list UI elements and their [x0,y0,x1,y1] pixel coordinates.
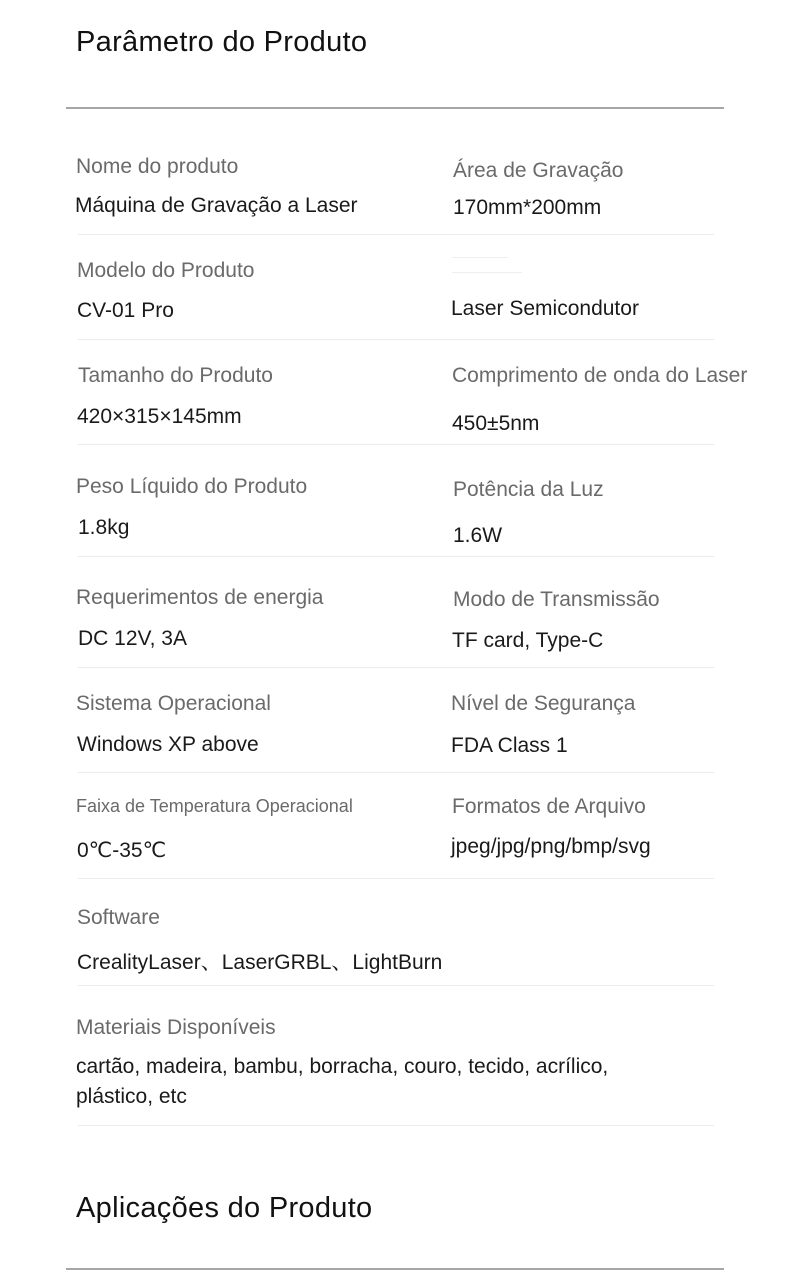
spec-label-materials: Materiais Disponíveis [76,1016,276,1039]
section-divider [66,107,724,109]
spec-label-software: Software [77,906,160,929]
spec-label-operating-system: Sistema Operacional [76,692,271,715]
spec-label-power-requirements: Requerimentos de energia [76,586,324,609]
spec-value-model: CV-01 Pro [77,299,174,322]
empty-label-placeholder [452,272,522,273]
spec-label-safety-level: Nível de Segurança [451,692,636,715]
spec-value-net-weight: 1.8kg [78,516,130,539]
spec-value-operating-temperature: 0℃-35℃ [77,839,167,862]
row-divider [78,667,714,668]
row-divider [78,985,714,986]
spec-label-operating-temperature: Faixa de Temperatura Operacional [76,796,353,816]
row-divider [78,339,714,340]
spec-label-engraving-area: Área de Gravação [453,159,624,182]
spec-value-power-requirements: DC 12V, 3A [78,627,187,650]
row-divider [78,444,714,445]
spec-value-laser-type: Laser Semicondutor [451,297,639,320]
spec-value-size: 420×315×145mm [77,405,242,428]
section-title-parameters: Parâmetro do Produto [76,26,368,58]
spec-label-wavelength: Comprimento de onda do Laser [452,364,748,387]
spec-label-product-name: Nome do produto [76,155,239,178]
spec-value-engraving-area: 170mm*200mm [453,196,602,219]
row-divider [78,772,714,773]
spec-value-safety-level: FDA Class 1 [451,734,568,757]
row-divider [78,878,714,879]
row-divider [78,1125,714,1126]
spec-label-size: Tamanho do Produto [78,364,273,387]
row-divider [78,556,714,557]
spec-label-model: Modelo do Produto [77,259,255,282]
empty-label-placeholder [452,257,508,258]
spec-label-transmission-mode: Modo de Transmissão [453,588,660,611]
spec-value-operating-system: Windows XP above [77,733,259,756]
spec-value-materials: cartão, madeira, bambu, borracha, couro, tecido, acrílico, plástico, etc [76,1055,609,1108]
spec-label-net-weight: Peso Líquido do Produto [76,475,308,498]
section-divider [66,1268,724,1270]
section-title-applications: Aplicações do Produto [76,1192,373,1224]
spec-value-light-power: 1.6W [453,524,503,547]
spec-value-wavelength: 450±5nm [452,412,540,435]
spec-value-product-name: Máquina de Gravação a Laser [75,194,358,217]
spec-value-software: CrealityLaser、LaserGRBL、LightBurn [77,951,443,974]
spec-label-light-power: Potência da Luz [453,478,604,501]
spec-value-transmission-mode: TF card, Type-C [452,629,604,652]
row-divider [78,234,714,235]
spec-value-file-formats: jpeg/jpg/png/bmp/svg [451,835,651,858]
spec-label-file-formats: Formatos de Arquivo [452,795,646,818]
